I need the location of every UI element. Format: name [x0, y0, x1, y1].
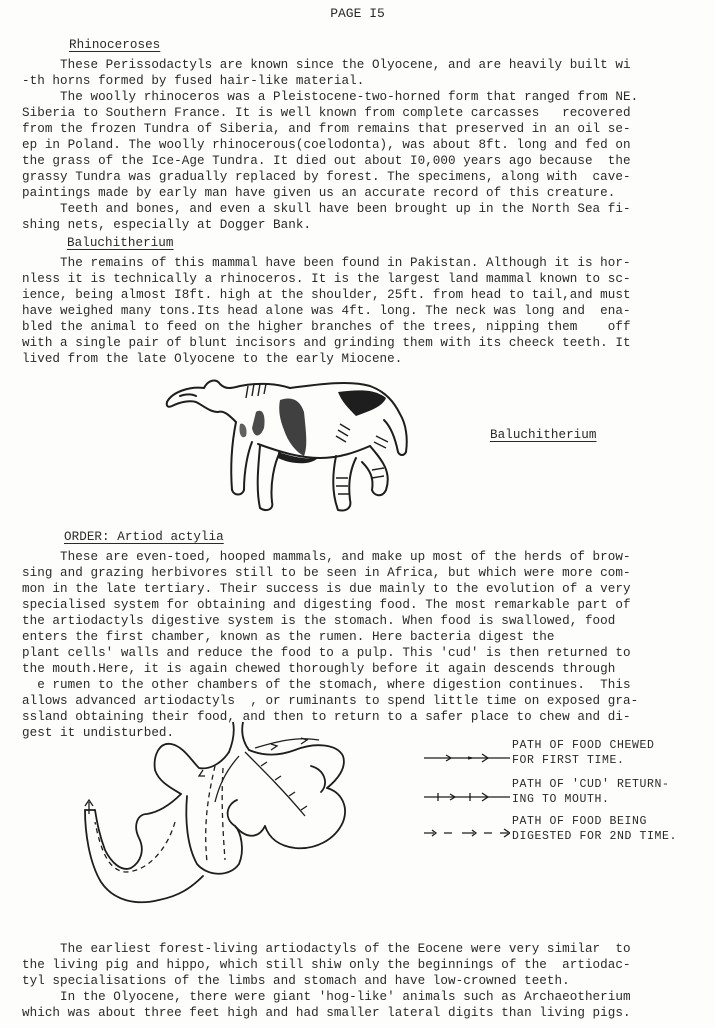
baluchitherium-illustration: [160, 372, 425, 512]
text-line: ssland obtaining their food, and then to return to a safer place to chew and di-: [22, 710, 631, 724]
text-line: have weighed many tons.Its head alone was 4ft. long. The neck was long and ena-: [22, 304, 631, 318]
text-line: bled the animal to feed on the higher branches of the trees, nipping them off: [22, 320, 631, 334]
text-line: paintings made by early man have given us an accurate record of this creature.: [22, 186, 616, 200]
text-line: plant cells' walls and reduce the food to a pulp. This 'cud' is then returned to: [22, 646, 631, 660]
text-line: gest it undisturbed.: [22, 726, 175, 740]
text-line: specialised system for obtaining and digesting food. The most remarkable part of: [22, 598, 631, 612]
legend-label-line2: ING TO MOUTH.: [512, 793, 610, 806]
text-line: lived from the late Olyocene to the early Miocene.: [22, 352, 403, 366]
text-line: shing nets, especially at Dogger Bank.: [22, 218, 312, 232]
text-line: e rumen to the other chambers of the stomach, where digestion continues. This: [22, 678, 631, 692]
text-line: the living pig and hippo, which still shiw only the beginnings of the artiodac-: [22, 958, 631, 972]
text-line: from the frozen Tundra of Siberia, and from remains that preserved in an oil se-: [22, 122, 631, 136]
legend-label-line1: PATH OF FOOD CHEWED: [512, 739, 655, 752]
text-line: mon in the late tertiary. Their success is due mainly to the evolution of a very: [22, 582, 631, 596]
text-line: enters the first chamber, known as the rumen. Here bacteria digest the: [22, 630, 555, 644]
legend-label-line1: PATH OF FOOD BEING: [512, 815, 648, 828]
heading-order-artiodactylia: ORDER: Artiod actylia: [64, 530, 224, 544]
text-line: In the Olyocene, there were giant 'hog-like' animals such as Archaeotherium: [22, 990, 631, 1004]
text-line: These Perissodactyls are known since the Olyocene, and are heavily built wi: [22, 58, 631, 72]
legend-line-tick-solid: [424, 791, 510, 803]
page-number: PAGE I5: [330, 6, 385, 21]
text-line: Siberia to Southern France. It is well known from complete carcasses recovered: [22, 106, 631, 120]
text-line: grassy Tundra was gradually replaced by forest. The specimens, along with cave-: [22, 170, 631, 184]
text-line: ience, being almost I8ft. high at the shoulder, 25ft. from head to tail,and must: [22, 288, 631, 302]
text-line: the grass of the Ice-Age Tundra. It died out about I0,000 years ago because the: [22, 154, 631, 168]
text-line: The remains of this mammal have been found in Pakistan. Although it is hor-: [22, 256, 631, 270]
text-line: nless it is technically a rhinoceros. It is the largest land mammal known to sc-: [22, 272, 631, 286]
ruminant-stomach-diagram: [75, 722, 365, 922]
text-line: ep in Poland. The woolly rhinocerous(coelodonta), was about 8ft. long and fed on: [22, 138, 631, 152]
text-line: the mouth.Here, it is again chewed thoroughly before it again descends through: [22, 662, 616, 676]
heading-baluchitherium: Baluchitherium: [67, 236, 174, 250]
text-line: These are even-toed, hooped mammals, and make up most of the herds of brow-: [22, 550, 631, 564]
text-line: The earliest forest-living artiodactyls of the Eocene were very similar to: [22, 942, 631, 956]
text-line: allows advanced artiodactyls , or ruminants to spend little time on exposed gra-: [22, 694, 639, 708]
text-line: which was about three feet high and had smaller lateral digits than living pigs.: [22, 1006, 631, 1020]
legend-line-dashed: [424, 827, 510, 839]
legend-label-line1: PATH OF 'CUD' RETURN-: [512, 778, 670, 791]
text-line: -th horns formed by fused hair-like material.: [22, 74, 365, 88]
heading-rhinoceroses: Rhinoceroses: [69, 38, 161, 52]
legend-line-arrowed-solid: [424, 752, 510, 764]
text-line: tyl specialisations of the limbs and stomach and have low-crowned teeth.: [22, 974, 570, 988]
text-line: Teeth and bones, and even a skull have been brought up in the North Sea fi-: [22, 202, 631, 216]
text-line: The woolly rhinoceros was a Pleistocene-two-horned form that ranged from NE.: [22, 90, 639, 104]
text-line: with a single pair of blunt incisors and grinding them with its cheeck teeth. It: [22, 336, 631, 350]
text-line: the artiodactyls digestive system is the stomach. When food is swallowed, food: [22, 614, 616, 628]
figure-caption-baluchitherium: Baluchitherium: [490, 428, 597, 442]
text-line: sing and grazing herbivores still to be seen in Africa, but which were more com-: [22, 566, 631, 580]
legend-label-line2: FOR FIRST TIME.: [512, 754, 625, 767]
legend-label-line2: DIGESTED FOR 2ND TIME.: [512, 830, 678, 843]
